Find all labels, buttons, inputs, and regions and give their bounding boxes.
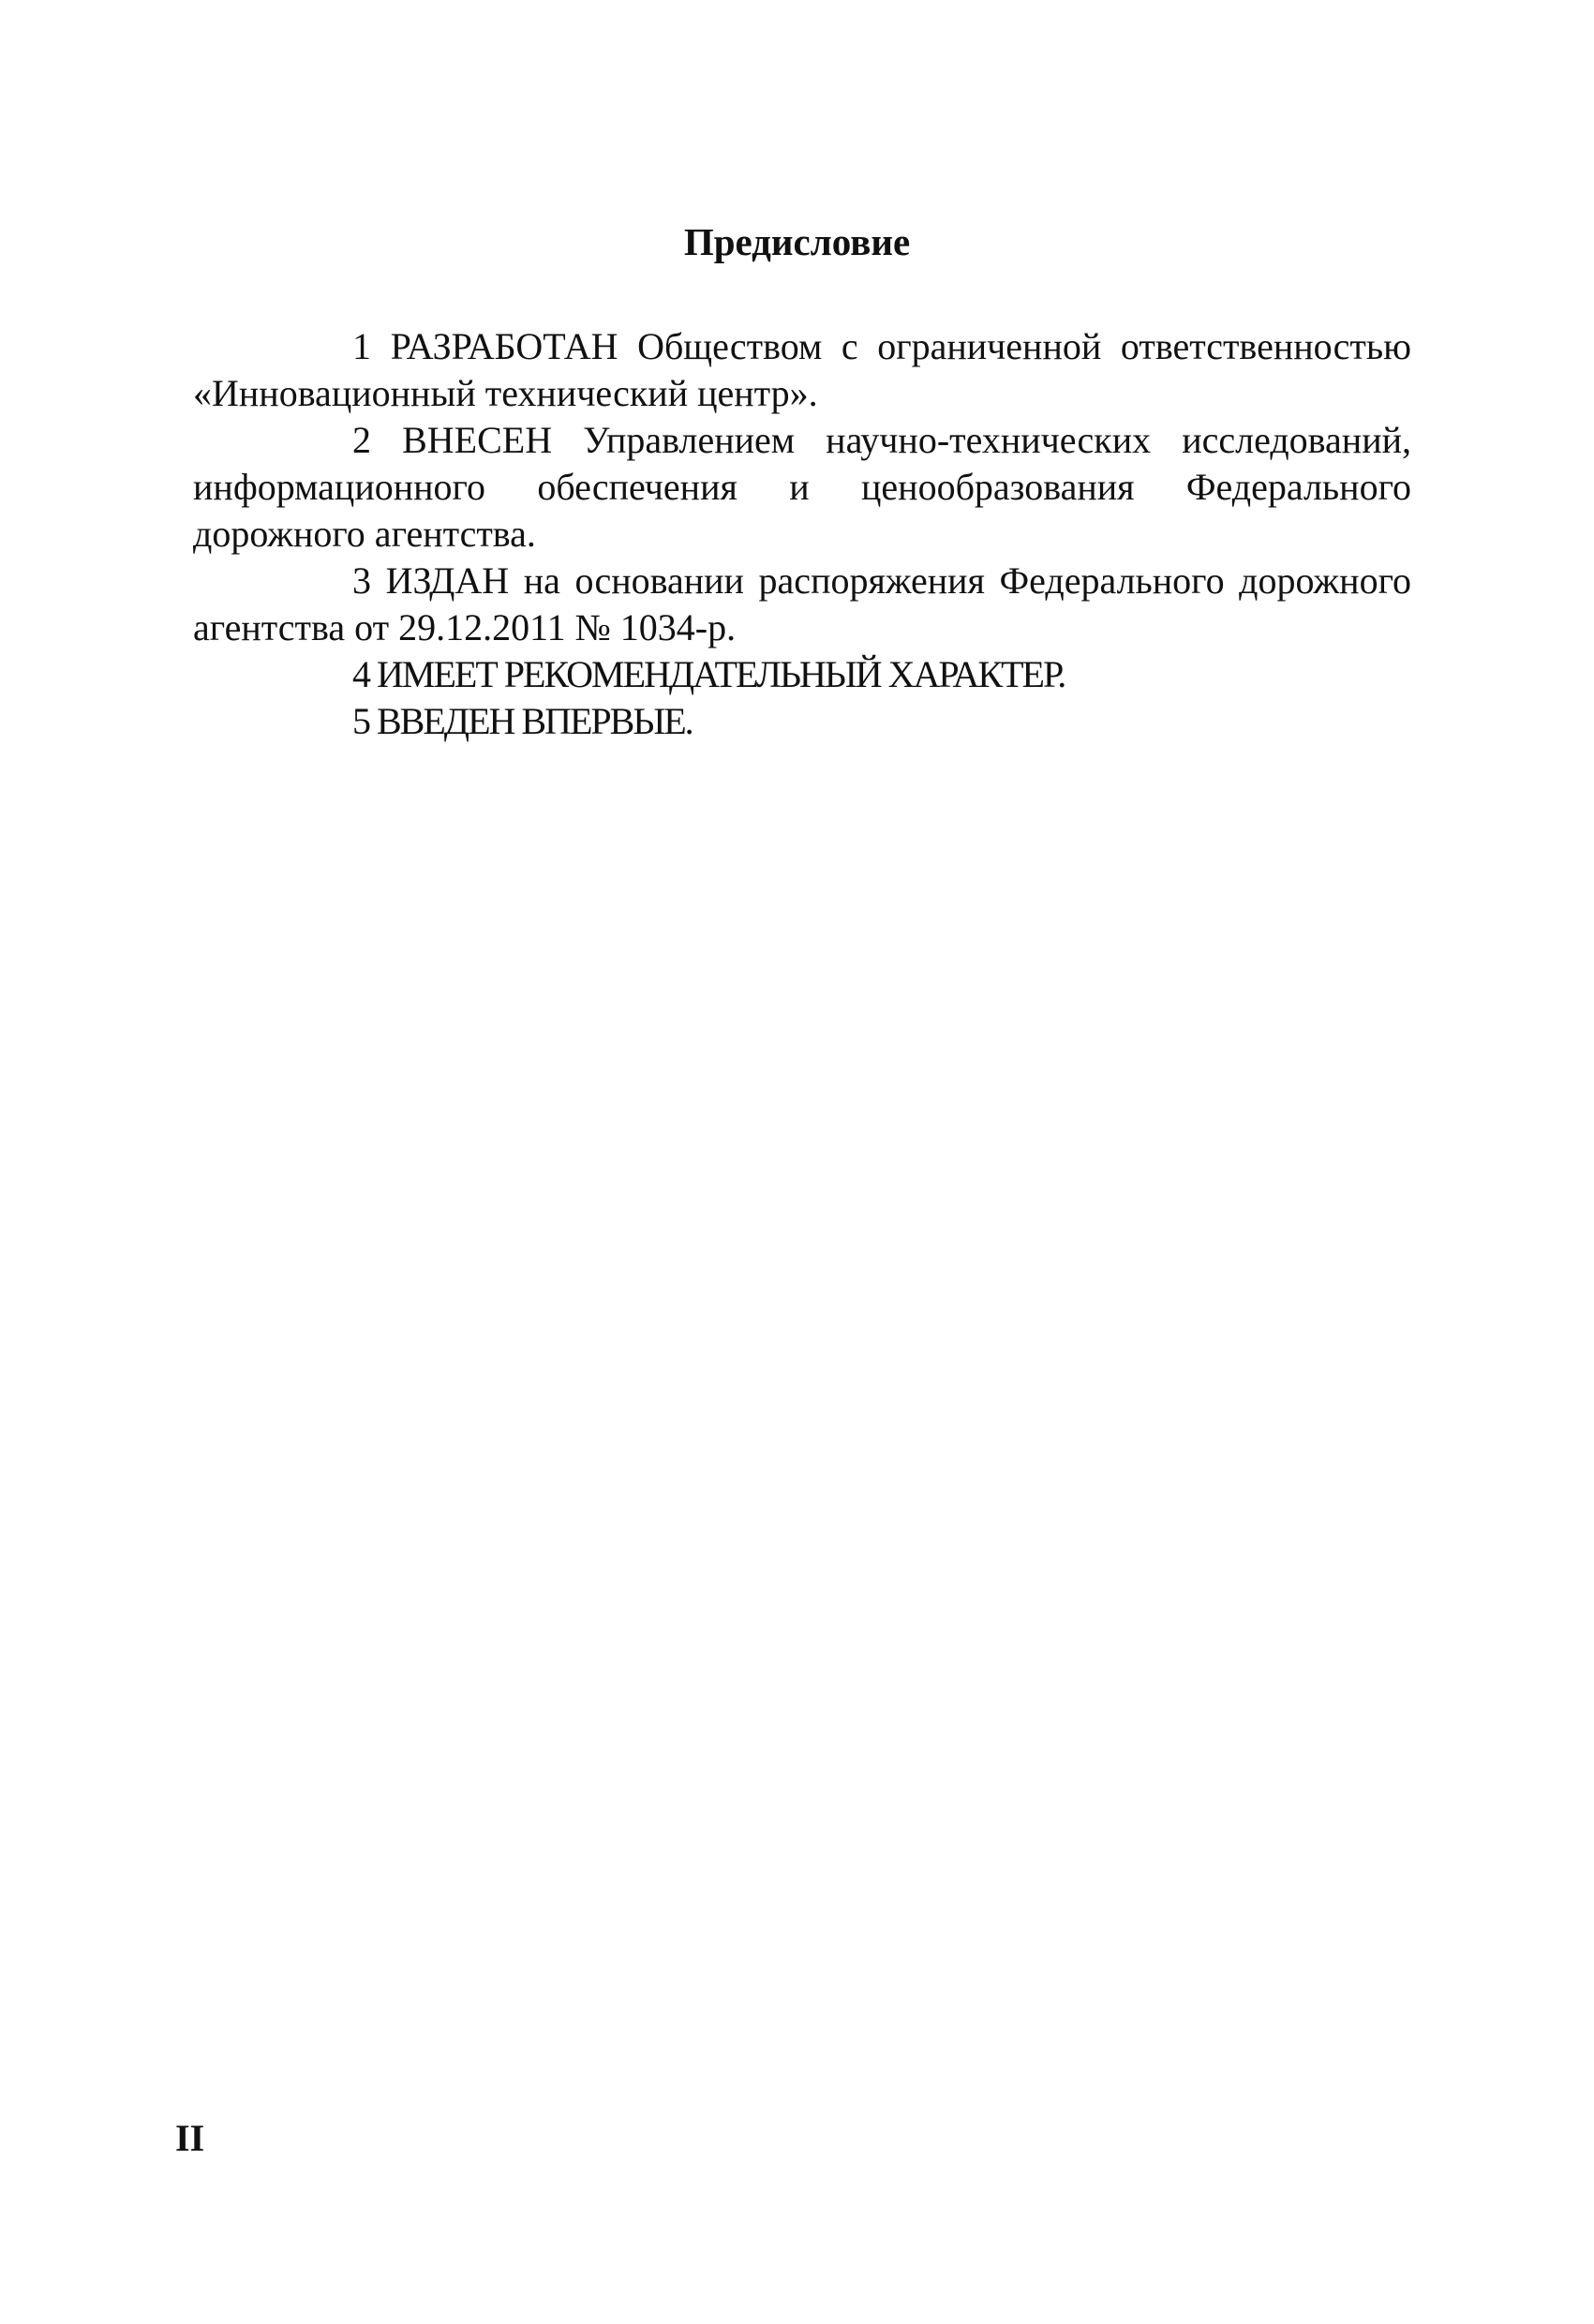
paragraph-introduced: 2 ВНЕСЕН Управлением научно-технических исследований, информационного обеспечения и ценообразования Федерального дорожного агентства.	[193, 419, 1411, 555]
paragraph-developed: 1 РАЗРАБОТАН Обществом с ограниченной ответственностью «Инновационный технический центр».	[193, 325, 1411, 414]
paragraph-first-introduced: 5 ВВЕДЕН ВПЕРВЫЕ.	[352, 700, 693, 742]
foreword-body	[193, 323, 1411, 745]
paragraph-recommendatory: 4 ИМЕЕТ РЕКОМЕНДАТЕЛЬНЫЙ ХАРАКТЕР.	[352, 653, 1065, 695]
paragraph-published: 3 ИЗДАН на основании распоряжения Федерального дорожного агентства от 29.12.2011 № 1034-р.	[193, 559, 1411, 648]
page-title: Предисловие	[683, 220, 911, 263]
page-number: II	[175, 2117, 205, 2159]
